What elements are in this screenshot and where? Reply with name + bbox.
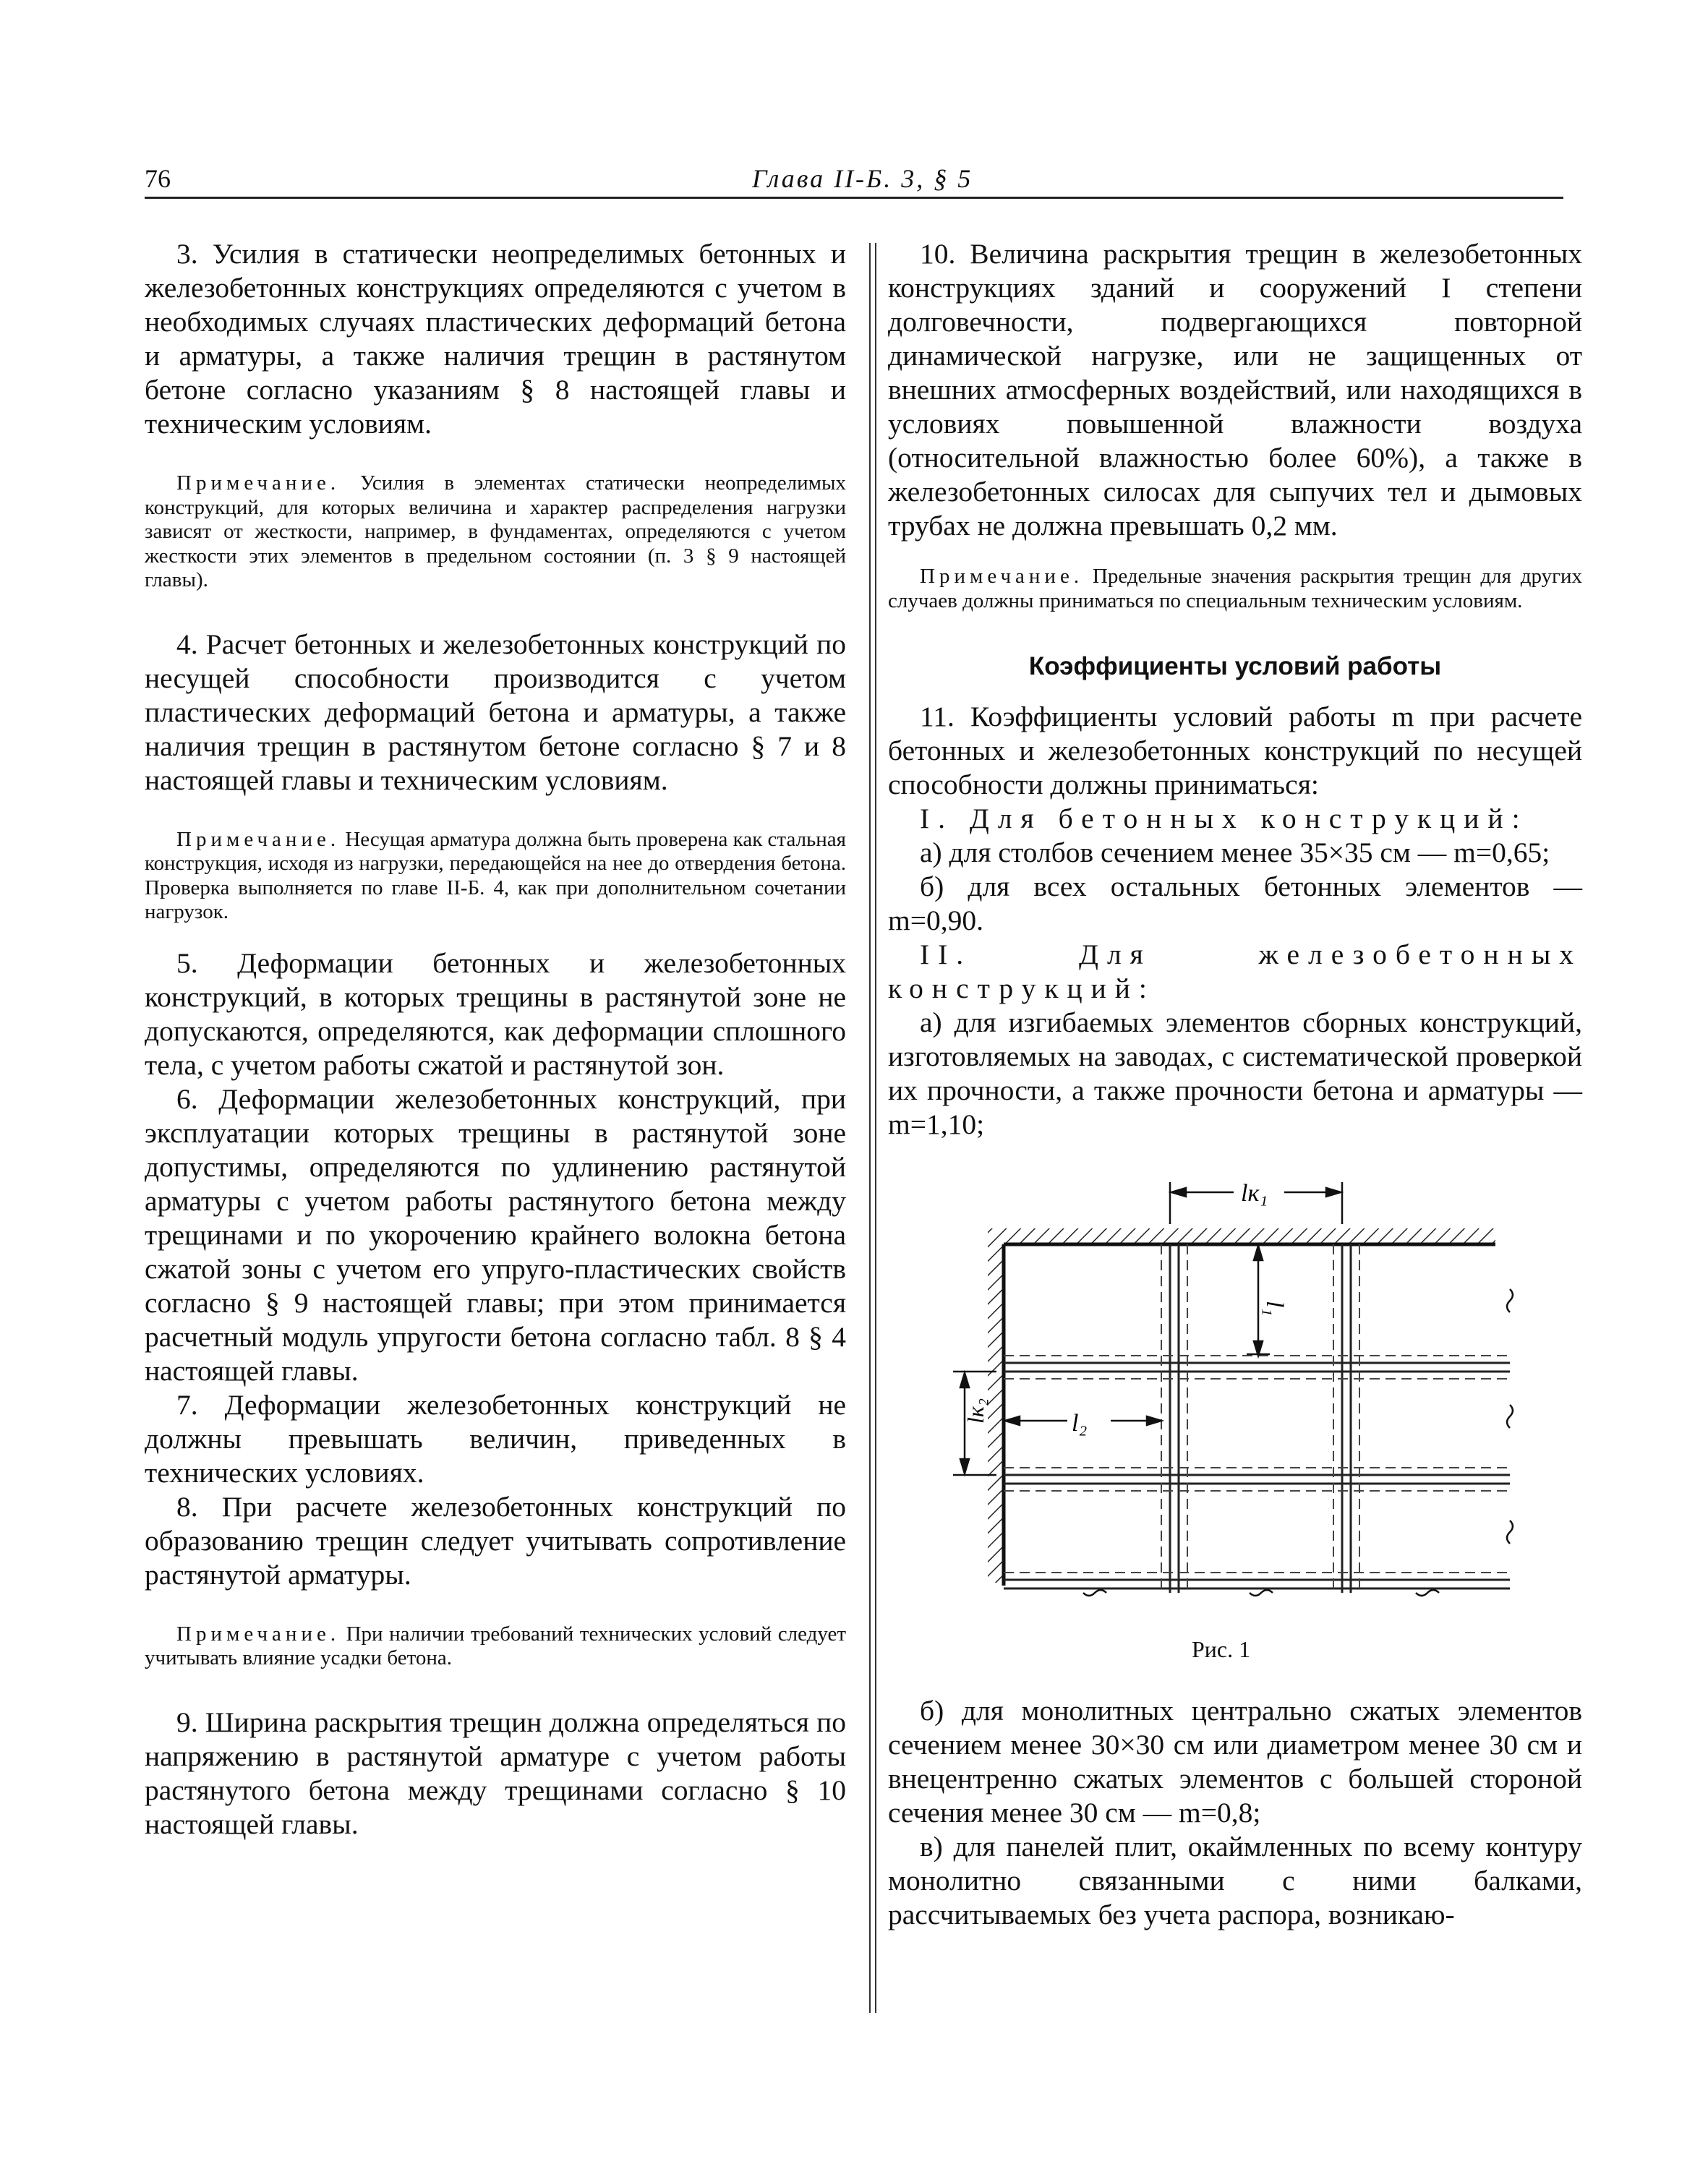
label-lk1: lк₁	[1241, 1180, 1268, 1207]
note-text: Предельные значения раскрытия трещин для других случаев должны приниматься по специальным техническим условиям.	[888, 565, 1582, 612]
label-lk2: lк₂	[962, 1398, 988, 1424]
figure-caption: Рис. 1	[1192, 1636, 1251, 1662]
paragraph-7: 7. Деформации железобетонных конструкций не должны превышать величин, приведенных в технических условиях.	[145, 1388, 846, 1489]
running-head: Глава II-Б. 3, § 5	[752, 164, 973, 193]
subsection-1-a: а) для столбов сечением менее 35×35 см — m=0,65;	[920, 837, 1550, 868]
subsection-1-title: I. Для бетонных конструкций:	[920, 803, 1529, 834]
paragraph-3: 3. Усилия в статически неопределимых бетонных и железобетонных конструкциях определяются с учетом в необходимых случаях пластических деформаций бетона и арматуры, а также наличия трещин в растянутом бетоне согласно указаниям § 8 настоящей главы и техническим условиям.	[145, 238, 846, 440]
paragraph-11: 11. Коэффициенты условий работы m при расчете бетонных и железобетонных конструкций по несущей способности должны приниматься:	[888, 701, 1582, 800]
note-3	[145, 1622, 846, 1671]
left-column	[145, 237, 846, 1842]
column-separator	[869, 243, 876, 2013]
note-label: Примечание.	[176, 471, 341, 495]
break-marks	[1083, 1289, 1513, 1596]
left-support-hatch	[988, 1228, 1004, 1583]
note-label: Примечание.	[176, 1622, 341, 1646]
subsection-2-b: б) для монолитных центрально сжатых элементов сечением менее 30×30 см или диаметром менее 30 см и внецентренно сжатых элементов с большей стороной сечения менее 30 см — m=0,8;	[888, 1695, 1582, 1829]
paragraph-5: 5. Деформации бетонных и железобетонных конструкций, в которых трещины в растянутой зоне не допускаются, определяются, как деформации сплошного тела, с учетом работы сжатой и растянутой зон.	[145, 946, 846, 1081]
right-column	[888, 237, 1582, 1932]
paragraph-8: 8. При расчете железобетонных конструкций по образованию трещин следует учитывать сопротивление растянутой арматуры.	[145, 1490, 846, 1591]
subsection-1-b: б) для всех остальных бетонных элементов — m=0,90.	[888, 871, 1582, 936]
note-text: При наличии требований технических условий следует учитывать влияние усадки бетона.	[145, 1622, 846, 1669]
note-text: Несущая арматура должна быть проверена как стальная конструкция, исходя из нагрузки, передающейся на нее до отвердения бетона. Проверка выполняется по главе II-Б. 4, как при дополнительном сочетании нагрузок.	[145, 827, 846, 923]
note-label: Примечание.	[176, 827, 341, 851]
note-text: Усилия в элементах статически неопределимых конструкций, для которых величина и характер распределения нагрузки зависят от жесткости, например, в фундаментах, определяются с учетом жесткости этих элементов в предельном состоянии (п. 3 § 9 настоящей главы).	[145, 471, 846, 591]
note-label: Примечание.	[920, 565, 1084, 588]
note-4	[888, 565, 1582, 613]
figure-1	[888, 1159, 1582, 1680]
label-l1: l₁	[1261, 1301, 1288, 1317]
paragraph-4: 4. Расчет бетонных и железобетонных конструкций по несущей способности производится с учетом пластических деформаций бетона и арматуры, а также наличия трещин в растянутом бетоне согласно § 7 и 8 настоящей главы и техническим условиям.	[145, 628, 846, 796]
paragraph-6: 6. Деформации железобетонных конструкций, при эксплуатации которых трещины в растянутой зоне допустимы, определяются по удлинению растянутой арматуры с учетом работы растянутого бетона между трещинами и по укорочению крайнего волокна бетона сжатой зоны с учетом его упруго-пластических свойств согласно § 9 настоящей главы; при этом принимается расчетный модуль упругости бетона согласно табл. 8 § 4 настоящей главы.	[145, 1082, 846, 1387]
note-2	[145, 828, 846, 925]
section-heading: Коэффициенты условий работы	[1028, 652, 1442, 680]
paragraph-10: 10. Величина раскрытия трещин в железобетонных конструкциях зданий и сооружений I степени долговечности, подвергающихся повторной динамической нагрузке, или не защищенных от внешних атмосферных воздействий, или находящихся в условиях повышенной влажности воздуха (относительной влажностью более 60%), а также в железобетонных силосах для сыпучих тел и дымовых трубах не должна превышать 0,2 мм.	[888, 238, 1582, 542]
page-header	[145, 161, 1563, 199]
note-1	[145, 471, 846, 593]
horizontal-beams	[1004, 1363, 1510, 1588]
subsection-2-title: II. Для железобетонных конструкций:	[888, 938, 1582, 1004]
page-number: 76	[145, 164, 171, 193]
vertical-beams	[1170, 1244, 1351, 1593]
paragraph-9: 9. Ширина раскрытия трещин должна определяться по напряжению в растянутой арматуре с учетом работы растянутого бетона между трещинами согласно § 10 настоящей главы.	[145, 1706, 846, 1840]
subsection-2-c: в) для панелей плит, окаймленных по всему контуру монолитно связанными с ними балками, рассчитываемых без учета распора, возникаю-	[888, 1831, 1582, 1930]
subsection-2-a: а) для изгибаемых элементов сборных конструкций, изготовляемых на заводах, с систематической проверкой их прочности, а также прочности бетона и арматуры — m=1,10;	[888, 1006, 1582, 1140]
label-l2: l₂	[1072, 1410, 1088, 1437]
top-support-hatch	[1004, 1228, 1495, 1244]
slab-grid-diagram	[962, 1159, 1495, 1622]
